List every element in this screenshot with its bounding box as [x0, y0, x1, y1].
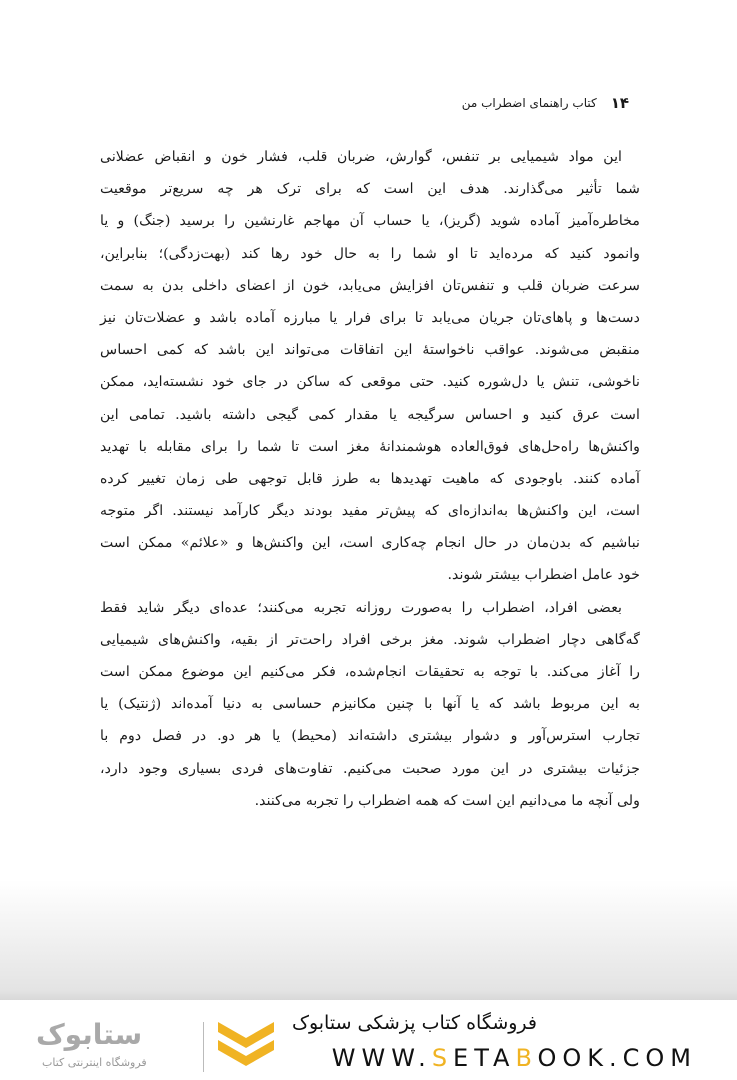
text-line: دست‌ها و پاهای‌تان جریان می‌یابد تا برای فرار یا مبارزه آماده باشد و عضلات‌تان نیز: [100, 309, 640, 326]
url-part: WWW.: [331, 1044, 432, 1072]
text-line: واکنش‌ها راه‌حل‌های فوق‌العاده هوشمندانهٔ مغز است تا شما را برای مقابله با تهدید: [100, 438, 640, 455]
logo-divider: [203, 1022, 204, 1072]
text-line: آماده کنند. باوجودی که ماهیت تهدیدها به طرز قابل توجهی طی زمان تغییر کرده: [100, 470, 640, 487]
watermark-footer: [0, 1000, 737, 1080]
chevron-logo-icon: [216, 1018, 276, 1074]
text-line: ولی آنچه ما می‌دانیم این است که همه اضطراب را تجربه می‌کنند.: [254, 792, 640, 809]
book-title: کتاب راهنمای اضطراب من: [461, 96, 597, 110]
text-line: به این مربوط باشد که یا آنها با چنین مکانیزم حساسی به دنیا آمده‌اند (ژنتیک) یا: [100, 696, 640, 713]
url-part: ETA: [453, 1044, 516, 1072]
logo-brand: ستابوک: [36, 1018, 143, 1051]
logo-tagline: فروشگاه اینترنتی کتاب: [42, 1056, 147, 1069]
text-line: شما تأثیر می‌گذارند. هدف این است که برای ترک هر چه سریع‌تر موقعیت: [100, 181, 640, 198]
url-part: S: [431, 1044, 454, 1072]
text-line: است عرق کنید و احساس سرگیجه یا مقدار کمی گیجی داشته باشید. تمامی این: [100, 406, 640, 423]
text-line: نباشیم که بدن‌مان در حال انجام چه‌کاری است، این واکنش‌ها و «علائم» ممکن است: [100, 535, 640, 552]
text-line: وانمود کنید که مرده‌اید تا او شما را به حال خود رها کند (بهت‌زدگی)؛ بنابراین،: [100, 245, 640, 262]
text-line: منقبض می‌شوند. عواقب ناخواستهٔ این اتفاقات می‌تواند این باشد که کمی احساس: [100, 342, 640, 359]
text-line: است، این واکنش‌ها به‌اندازه‌ای که پیش‌تر مفید بودند دیگر کارآمد نیستند. اگر متوجه: [100, 503, 640, 520]
text-line: ناخوشی، تنش یا دل‌شوره کنید. حتی موقعی که ساکن در جای خود نشسته‌اید، ممکن: [100, 374, 640, 391]
text-line: جزئیات بیشتری در این مورد صحبت می‌کنیم. تفاوت‌های فردی بسیاری وجود دارد،: [100, 760, 640, 777]
text-line: گه‌گاهی دچار اضطراب شوند. مغز برخی افراد راحت‌تر از بقیه، واکنش‌های شیمیایی: [100, 631, 640, 648]
text-line: مخاطره‌آمیز آماده شوید (گریز)، یا حساب آن مهاجم غارنشین را برسید (جنگ) و یا: [100, 213, 640, 230]
running-header: [462, 94, 629, 112]
text-line: بعضی افراد، اضطراب را به‌صورت روزانه تجربه می‌کنند؛ عده‌ای دیگر شاید فقط: [100, 599, 622, 616]
text-line: سرعت ضربان قلب و تنفس‌تان افزایش می‌یابد، خون از اعضای داخلی بدن به سمت: [100, 277, 640, 294]
page-number: ۱۴: [610, 94, 629, 112]
text-line: تجارب استرس‌آور و دشوار بیشتری داشته‌اند (محیط) یا هر دو. در فصل دوم با: [100, 728, 640, 745]
text-line: خود عامل اضطراب بیشتر شوند.: [447, 567, 640, 584]
store-name: فروشگاه کتاب پزشکی ستابوک: [291, 1012, 537, 1034]
text-line: را آغاز می‌کند. با توجه به تحقیقات انجام‌شده، فکر می‌کنیم این موضوع ممکن است: [100, 664, 640, 680]
store-url[interactable]: [332, 1044, 697, 1072]
url-part: B: [515, 1044, 538, 1072]
body-text: [100, 141, 640, 817]
setabook-logo[interactable]: [28, 1018, 208, 1080]
url-part: OOK.COM: [537, 1044, 697, 1072]
text-line: این مواد شیمیایی بر تنفس، گوارش، ضربان قلب، فشار خون و انقباض عضلانی: [100, 149, 622, 165]
